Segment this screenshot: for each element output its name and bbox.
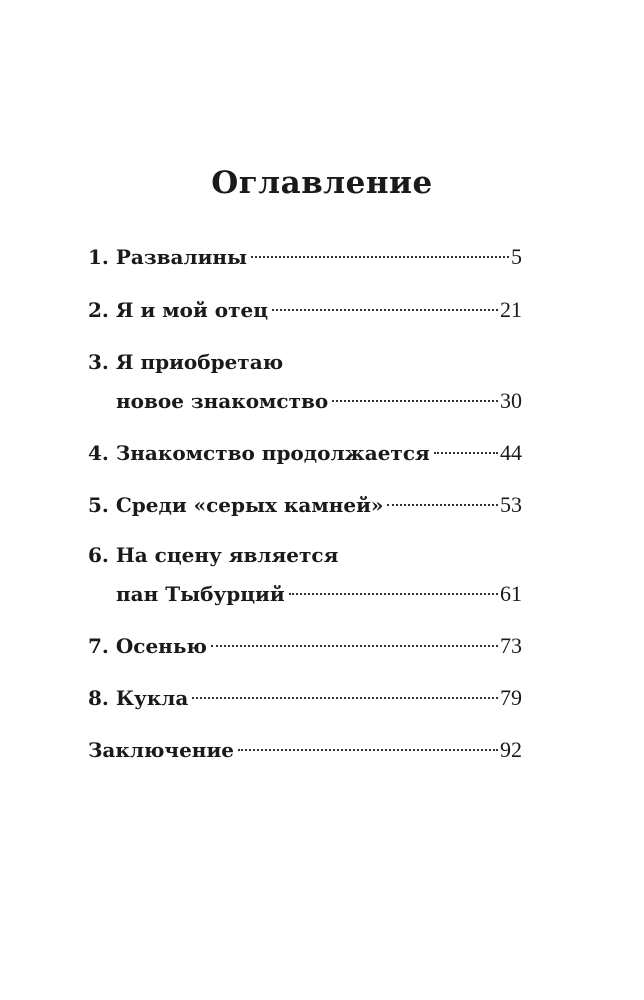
toc-entry[interactable] xyxy=(88,684,522,712)
dot-leader xyxy=(251,256,509,258)
table-of-contents xyxy=(88,243,522,764)
toc-entry-title: Я и мой отец xyxy=(115,298,268,322)
toc-entry-number: 4. xyxy=(88,441,109,465)
toc-entry[interactable] xyxy=(88,348,522,415)
toc-entry-page: 44 xyxy=(500,440,522,465)
toc-entry-page: 61 xyxy=(500,581,522,606)
toc-entry-title-line-1: Я приобретаю xyxy=(115,350,284,374)
dot-leader xyxy=(211,645,498,647)
toc-entry-page: 30 xyxy=(500,388,522,413)
dot-leader xyxy=(387,504,498,506)
toc-entry-number: 5. xyxy=(88,493,109,517)
dot-leader xyxy=(238,749,498,751)
toc-entry-title: Заключение xyxy=(88,738,234,762)
toc-entry-number: 8. xyxy=(88,686,109,710)
toc-entry[interactable] xyxy=(88,541,522,608)
toc-entry-page: 73 xyxy=(500,633,522,658)
dot-leader xyxy=(332,400,498,402)
toc-entry[interactable] xyxy=(88,491,522,519)
toc-entry-title: Кукла xyxy=(115,686,189,710)
dot-leader xyxy=(192,697,498,699)
toc-entry[interactable] xyxy=(88,632,522,660)
toc-entry[interactable] xyxy=(88,736,522,764)
toc-entry-page: 5 xyxy=(511,244,522,269)
toc-entry-number: 7. xyxy=(88,634,109,658)
toc-entry[interactable] xyxy=(88,439,522,467)
toc-entry-title: Среди «серых камней» xyxy=(115,493,384,517)
toc-entry-title-line-2: пан Тыбурций xyxy=(116,582,285,606)
toc-entry-title: Знакомство продолжается xyxy=(115,441,430,465)
toc-entry-page: 79 xyxy=(500,685,522,710)
toc-entry-title: Осенью xyxy=(115,634,207,658)
dot-leader xyxy=(272,309,498,311)
toc-entry-number: 2. xyxy=(88,298,109,322)
page-title: Оглавление xyxy=(211,165,433,201)
toc-entry-number: 1. xyxy=(88,245,109,269)
toc-entry-title: Развалины xyxy=(115,245,248,269)
dot-leader xyxy=(434,452,498,454)
dot-leader xyxy=(289,593,498,595)
toc-entry[interactable] xyxy=(88,243,522,271)
toc-entry-title-line-2: новое знакомство xyxy=(116,389,329,413)
toc-entry-page: 92 xyxy=(500,737,522,762)
toc-entry-number: 3. xyxy=(88,350,109,374)
toc-entry-page: 53 xyxy=(500,492,522,517)
toc-entry-page: 21 xyxy=(500,297,522,322)
toc-entry-title-line-1: На сцену является xyxy=(115,543,339,567)
toc-entry[interactable] xyxy=(88,296,522,324)
toc-entry-number: 6. xyxy=(88,543,109,567)
